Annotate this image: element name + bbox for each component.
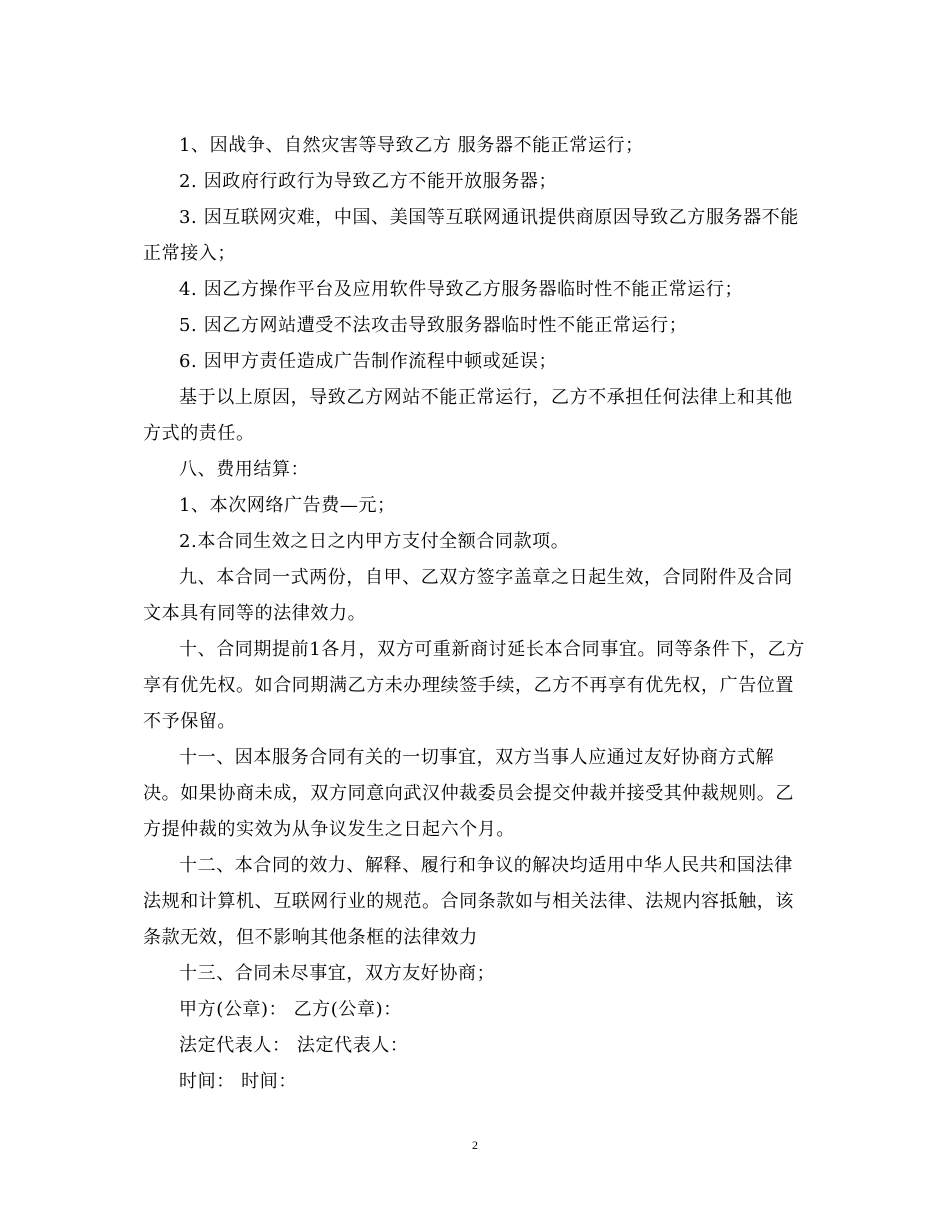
clause-item-6: 6. 因甲方责任造成广告制作流程中顿或延误； <box>179 351 558 372</box>
signature-date-line: 时间： 时间： <box>179 1071 297 1092</box>
clause-item-2: 2. 因政府行政行为导致乙方不能开放服务器； <box>179 171 558 192</box>
section-eleven: 十一、因本服务合同有关的一切事宜，双方当事人应通过友好协商方式解决。如果协商未成，双方同意向武汉仲裁委员会提交仲裁并接受其仲裁规则。乙方提仲裁的实效为从争议发生之日起六个月。 <box>143 747 794 840</box>
clause-item-4: 4. 因乙方操作平台及应用软件导致乙方服务器临时性不能正常运行； <box>179 279 744 300</box>
page-number: 2 <box>472 1138 478 1152</box>
fee-item-2: 2.本合同生效之日之内甲方支付全额合同款项。 <box>179 531 570 552</box>
liability-summary: 基于以上原因，导致乙方网站不能正常运行，乙方不承担任何法律上和其他方式的责任。 <box>143 387 793 444</box>
document-body <box>143 128 808 1100</box>
clause-item-5: 5. 因乙方网站遭受不法攻击导致服务器临时性不能正常运行； <box>179 315 688 336</box>
signature-seal-line: 甲方(公章)： 乙方(公章)： <box>179 999 402 1020</box>
section-heading-fees: 八、费用结算： <box>179 459 310 480</box>
section-twelve: 十二、本合同的效力、解释、履行和争议的解决均适用中华人民共和国法律法规和计算机、互联网行业的规范。合同条款如与相关法律、法规内容抵触，该条款无效，但不影响其他条框的法律效力 <box>143 855 794 948</box>
section-nine: 九、本合同一式两份，自甲、乙双方签字盖章之日起生效，合同附件及合同文本具有同等的法律效力。 <box>143 567 793 624</box>
signature-representative-line: 法定代表人： 法定代表人： <box>179 1035 409 1056</box>
clause-item-1: 1、因战争、自然灾害等导致乙方 服务器不能正常运行； <box>179 135 644 156</box>
section-thirteen: 十三、合同未尽事宜，双方友好协商； <box>179 963 496 984</box>
section-ten: 十、合同期提前1各月，双方可重新商讨延长本合同事宜。同等条件下，乙方享有优先权。如合同期满乙方未办理续签手续，乙方不再享有优先权，广告位置不予保留。 <box>143 639 805 732</box>
clause-item-3: 3. 因互联网灾难，中国、美国等互联网通讯提供商原因导致乙方服务器不能正常接入； <box>143 207 799 264</box>
fee-item-1: 1、本次网络广告费—元； <box>179 495 396 516</box>
